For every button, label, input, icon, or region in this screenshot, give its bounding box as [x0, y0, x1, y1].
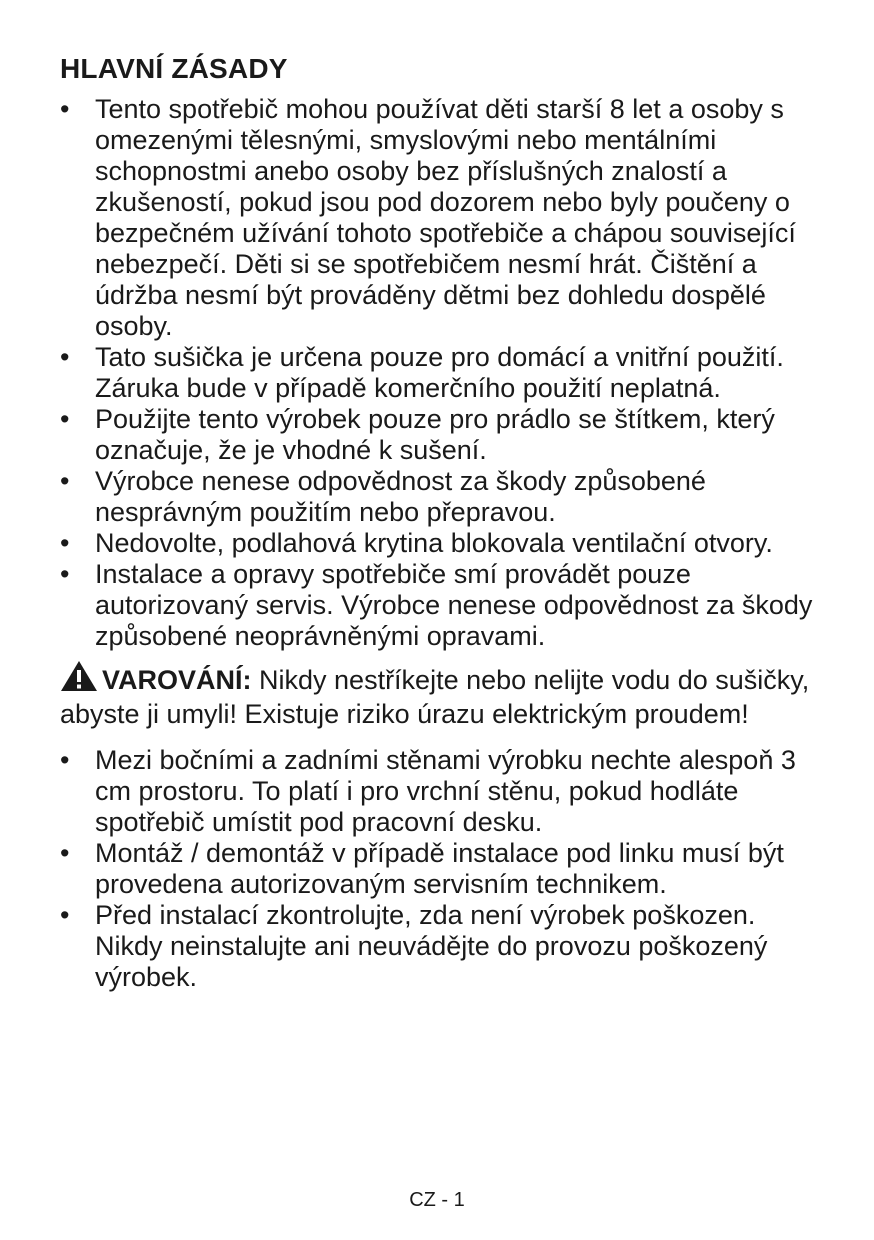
safety-list-1: [60, 94, 820, 652]
list-item-text: Nedovolte, podlahová krytina blokovala ventilační otvory.: [95, 528, 773, 558]
list-item: [60, 404, 820, 466]
bullet: •: [60, 466, 70, 496]
bullet: •: [60, 528, 70, 558]
list-item: [60, 94, 820, 342]
list-item: [60, 838, 820, 900]
warning-triangle-icon: [60, 660, 98, 699]
safety-list-2: [60, 745, 820, 993]
bullet: •: [60, 559, 70, 589]
list-item-text: Mezi bočními a zadními stěnami výrobku nechte alespoň 3 cm prostoru. To platí i pro vrchní stěnu, pokud hodláte spotřebič umístit pod pracovní desku.: [95, 745, 796, 837]
bullet: •: [60, 404, 70, 434]
list-item: [60, 745, 820, 838]
list-item-text: Použijte tento výrobek pouze pro prádlo se štítkem, který označuje, že je vhodné k sušení.: [95, 404, 775, 465]
list-item-text: Před instalací zkontrolujte, zda není výrobek poškozen. Nikdy neinstalujte ani neuvádějte do provozu poškozený výrobek.: [95, 900, 768, 992]
bullet: •: [60, 838, 70, 868]
page-title: HLAVNÍ ZÁSADY: [60, 53, 288, 84]
list-item: [60, 900, 820, 993]
bullet: •: [60, 900, 70, 930]
list-item-text: Instalace a opravy spotřebiče smí provádět pouze autorizovaný servis. Výrobce nenese odpovědnost za škody způsobené neoprávněnými opravami.: [95, 559, 813, 651]
bullet: •: [60, 342, 70, 372]
list-item: [60, 559, 820, 652]
bullet: •: [60, 745, 70, 775]
list-item-text: Montáž / demontáž v případě instalace pod linku musí být provedena autorizovaným servisním technikem.: [95, 838, 784, 899]
page-number: CZ - 1: [409, 1189, 465, 1211]
bullet: •: [60, 94, 70, 124]
list-item-text: Výrobce nenese odpovědnost za škody způsobené nesprávným použitím nebo přepravou.: [95, 466, 706, 527]
list-item: [60, 528, 820, 559]
warning-label: VAROVÁNÍ:: [102, 665, 252, 695]
warning-paragraph: [60, 660, 820, 730]
list-item-text: Tato sušička je určena pouze pro domácí a vnitřní použití. Záruka bude v případě komerčního použití neplatná.: [95, 342, 784, 403]
document-page: [60, 52, 820, 993]
warning-text: Nikdy nestříkejte nebo nelijte vodu do sušičky, abyste ji umyli! Existuje riziko úrazu elektrickým proudem!: [60, 665, 810, 729]
list-item: [60, 342, 820, 404]
list-item: [60, 466, 820, 528]
list-item-text: Tento spotřebič mohou používat děti starší 8 let a osoby s omezenými tělesnými, smyslovými nebo mentálními schopnostmi anebo osoby bez příslušných znalostí a zkušeností, pokud jsou pod dozorem nebo byly poučeny o bezpečném užívání tohoto spotřebiče a chápou související nebezpečí. Děti si se spotřebičem nesmí hrát. Čištění a údržba nesmí být prováděny dětmi bez dohledu dospělé osoby.: [95, 94, 796, 341]
